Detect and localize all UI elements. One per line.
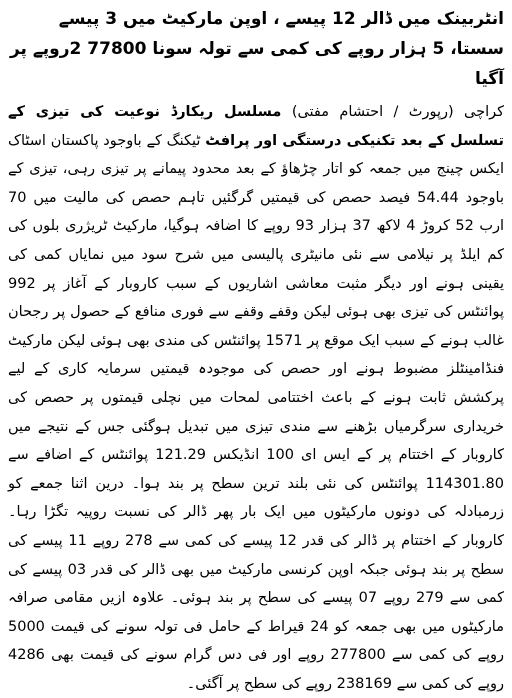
news-article [8, 4, 504, 698]
article-body [8, 98, 504, 698]
article-byline: کراچی (رپورٹ / احتشام مفتی) [291, 104, 505, 120]
article-body-text: ٹیکنگ کے باوجود پاکستان اسٹاک ایکس چینج میں جمعہ کو اتار چڑھاؤ کے بعد محدود پیمانے پر تیزی رہی، تیزی کے باوجود 54.44 فیصد حصص کی قیمتیں گرگئیں تاہم حصص کی مالیت میں 70 ارب 52 کروڑ 4 لاکھ 37 ہزار 93 روپے کا اضافہ ہوگیا، مارکیٹ ٹریژری بلوں کی کم ایلڈ پر نیلامی سے نئی مانیٹری پالیسی میں شرح سود میں نمایاں کمی کی یقینی ہونے اور دیگر مثبت معاشی اشاریوں کے سبب کاروبار کے آغاز پر 992 پوائنٹس کی تیزی بھی ہوئی لیکن وقفے وقفے سے فوری منافع کے حصول پر رجحان غالب ہونے کے سبب ایک موقع پر 1571 پوائنٹس کی مندی بھی ہوئی لیکن مارکیٹ فنڈامینٹلز مضبوط ہونے اور حصص کی موجودہ قیمتیں سرمایہ کاری کے لیے پرکشش ثابت ہونے کے باعث اختتامی لمحات میں نچلی قیمتوں پر حصص کی خریداری سرگرمیاں بڑھنے سے مندی تیزی میں تبدیل ہوگئی جس کے نتیجے میں کاروبار کے اختتام پر کے ایس ای 100 انڈیکس 121.29 پوائنٹس کے اضافے سے 114301.80 پوائنٹس کی نئی بلند ترین سطح پر بند ہوا۔ درین اثنا جمعے کو زرمبادلہ کی دونوں مارکیٹوں میں ایک بار پھر ڈالر کی نسبت روپیہ تگڑا رہا۔ کاروبار کے اختتام پر ڈالر کی قدر 12 پیسے کی کمی سے 278 روپے 11 پیسے کی سطح پر بند ہوئی جبکہ اوپن کرنسی مارکیٹ میں بھی ڈالر کی قدر 03 پیسے کی کمی سے 279 روپے 07 پیسے کی سطح پر بند ہوئی۔ علاوہ ازیں مقامی صرافہ مارکیٹوں میں بھی جمعہ کو 24 قیراط کے حامل فی تولہ سونے کی قیمت 5000 روپے کی کمی سے 277800 روپے اور فی دس گرام سونے کی قیمت بھی 4286 روپے کی کمی سے 238169 روپے کی سطح پر آگئی۔ [8, 132, 505, 692]
article-headline: انٹربینک میں ڈالر 12 پیسے ، اوپن مارکیٹ میں 3 پیسے سستا، 5 ہزار روپے کی کمی سے تولہ سونا 77800 2روپے پر آگیا [9, 9, 504, 89]
article-lead: مسلسل ریکارڈ نوعیت کی تیزی کے تسلسل کے بعد تکنیکی درستگی اور پرافٹ [8, 104, 504, 149]
